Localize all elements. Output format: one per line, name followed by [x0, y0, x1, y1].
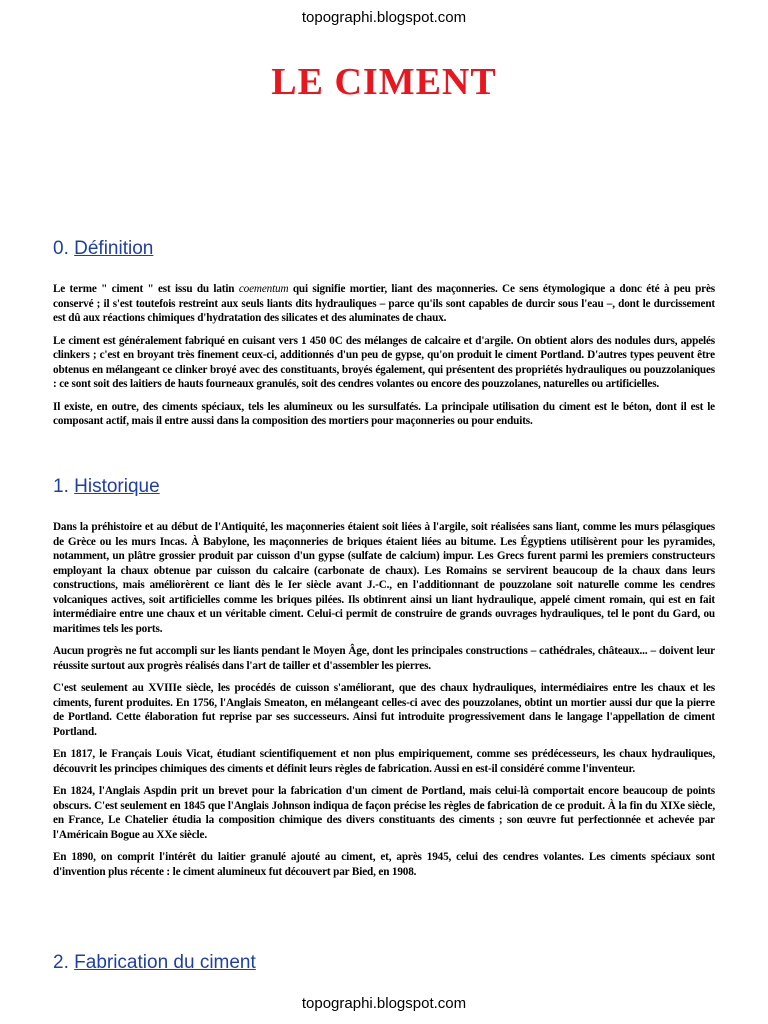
section-number: 2. — [53, 952, 69, 973]
section-title: Fabrication du ciment — [74, 952, 256, 973]
paragraph: Le terme " ciment " est issu du latin coementum qui signifie mortier, liant des maçonneries. Ce sens étymologique a donc été à peu près conservé ; il s'est toutefois restreint aux seuls liants dits hydrauliques – parce qu'ils sont capables de durcir sous l'eau –, dont le durcissement est dû aux réactions chimiques d'hydratation des silicates et des aluminates de chaux. — [53, 283, 715, 324]
section-heading-fabrication — [53, 952, 715, 974]
section-title: Définition — [74, 238, 154, 259]
latin-term: coementum — [238, 283, 289, 295]
paragraph: Dans la préhistoire et au début de l'Antiquité, les maçonneries étaient soit liées à l'argile, soit réalisées sans liant, comme les murs pélasgiques de Grèce ou les murs Incas. À Babylone, les maçonneries de briques étaient liées au bitume. Les Égyptiens utilisèrent pour les pyramides, notamment, un plâtre grossier produit par cuisson d'un gypse (sulfate de calcium) impur. Les Grecs furent parmi les premiers constructeurs employant la chaux obtenue par cuisson du calcaire (carbonate de chaux). Les Romains se servirent beaucoup de la chaux dans leurs constructions, mais améliorèrent ce liant dès le Ier siècle avant J.-C., en l'additionnant de pouzzolane soit naturelle comme les cendres volcaniques actives, soit artificielles comme les briques pilées. Ils obtinrent ainsi un liant hydraulique, appelé ciment romain, qui est en fait intermédiaire entre une chaux et un véritable ciment. Celui-ci permit de construire de grands ouvrages hydrauliques, tel le pont du Gard, ou maritimes tels les ports. — [53, 521, 715, 635]
section-heading-definition — [53, 238, 715, 260]
paragraph: Le ciment est généralement fabriqué en cuisant vers 1 450 0C des mélanges de calcaire et d'argile. On obtient alors des nodules durs, appelés clinkers ; c'est en broyant très finement ceux-ci, additionnés d'un peu de gypse, qu'on produit le ciment Portland. D'autres types peuvent être obtenus en mélangeant ce clinker broyé avec des constituants, broyés également, qui présentent des propriétés hydrauliques ou pouzzolaniques : ce sont soit des laitiers de hauts fourneaux granulés, soit des cendres volantes ou encore des pouzzolanes, naturelles ou artificielles. — [53, 334, 715, 390]
page-header-site: topographi.blogspot.com — [301, 9, 467, 26]
section-title: Historique — [74, 476, 160, 497]
section-fabrication — [53, 952, 715, 974]
paragraph: Aucun progrès ne fut accompli sur les liants pendant le Moyen Âge, dont les principales constructions – cathédrales, châteaux... – doivent leur réussite surtout aux progrès réalisés dans l'art de tailler et d'assembler les pierres. — [53, 645, 715, 672]
section-number: 1. — [53, 476, 69, 497]
paragraph: En 1824, l'Anglais Aspdin prit un brevet pour la fabrication d'un ciment de Portland, mais celui-là comportait encore beaucoup de points obscurs. C'est seulement en 1845 que l'Anglais Johnson indiqua de façon précise les règles de fabrication de ce produit. À la fin du XIXe siècle, en France, Le Chatelier étudia la composition chimique des divers constituants des ciments ; son œuvre fut perfectionnée et achevée par l'Américain Bogue au XXe siècle. — [53, 785, 715, 841]
section-historique — [53, 476, 715, 887]
section-number: 0. — [53, 238, 69, 259]
section-heading-historique — [53, 476, 715, 498]
paragraph: C'est seulement au XVIIIe siècle, les procédés de cuisson s'améliorant, que des chaux hydrauliques, intermédiaires entre les chaux et les ciments, furent produites. En 1756, l'Anglais Smeaton, en mélangeant celles-ci avec des pouzzolanes, obtint un mortier aussi dur que la pierre de Portland. Cette élaboration fut reprise par ses successeurs. Ainsi fut introduite progressivement dans le langage l'appellation de ciment Portland. — [53, 682, 715, 738]
paragraph: Il existe, en outre, des ciments spéciaux, tels les alumineux ou les sursulfatés. La principale utilisation du ciment est le béton, dont il est le composant actif, mais il entre aussi dans la composition des mortiers pour maçonneries ou pour enduits. — [53, 400, 715, 427]
paragraph: En 1817, le Français Louis Vicat, étudiant scientifiquement et non plus empiriquement, comme ses prédécesseurs, les chaux hydrauliques, découvrit les principes chimiques des ciments et définit leurs règles de fabrication. Aussi en est-il considéré comme l'inventeur. — [53, 748, 715, 775]
page-footer-site: topographi.blogspot.com — [301, 995, 467, 1012]
section-definition — [53, 238, 715, 437]
paragraph: En 1890, on comprit l'intérêt du laitier granulé ajouté au ciment, et, après 1945, celui des cendres volantes. Les ciments spéciaux sont d'invention plus récente : le ciment alumineux fut découvert par Bied, en 1908. — [53, 851, 715, 878]
document-title: LE CIMENT — [271, 61, 497, 103]
